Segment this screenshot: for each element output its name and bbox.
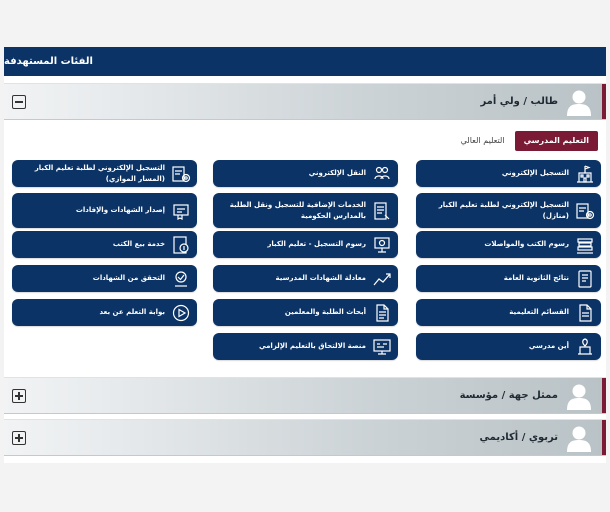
- transfer-students-icon: [372, 164, 392, 184]
- service-card[interactable]: [12, 231, 197, 258]
- service-card[interactable]: [213, 231, 398, 258]
- service-label: رسوم الكتب والمواصلات: [484, 240, 569, 248]
- service-card[interactable]: [213, 265, 398, 292]
- service-label: منصة الالتحاق بالتعليم الإلزامي: [259, 342, 366, 350]
- service-card[interactable]: [416, 160, 601, 187]
- certificate-gear-icon: [575, 201, 595, 221]
- expand-plus-icon[interactable]: [12, 431, 26, 445]
- enrollment-platform-icon: [372, 337, 392, 357]
- service-label: التسجيل الإلكتروني: [501, 169, 569, 177]
- user-icon: [566, 383, 592, 411]
- equivalency-chart-icon: [372, 269, 392, 289]
- service-label: النقل الإلكتروني: [308, 169, 366, 177]
- certificate-gear-icon: [171, 164, 191, 184]
- service-card[interactable]: [12, 160, 197, 187]
- results-report-icon: [575, 269, 595, 289]
- service-card[interactable]: [416, 193, 601, 228]
- service-label: بوابة التعلم عن بعد: [99, 308, 165, 316]
- service-label: نتائج الثانوية العامة: [503, 274, 569, 282]
- school-building-icon: [575, 164, 595, 184]
- tab-school-education[interactable]: التعليم المدرسي: [515, 131, 598, 151]
- service-card[interactable]: [416, 265, 601, 292]
- service-card[interactable]: [213, 299, 398, 326]
- service-card[interactable]: [416, 231, 601, 258]
- play-circle-icon: [171, 303, 191, 323]
- research-document-icon: [372, 303, 392, 323]
- service-card[interactable]: [213, 193, 398, 228]
- service-label: إصدار الشهادات والإفادات: [75, 206, 165, 214]
- voucher-document-icon: [575, 303, 595, 323]
- service-card[interactable]: [12, 265, 197, 292]
- school-location-icon: [575, 337, 595, 357]
- group-label: ممثل جهة / مؤسسة: [459, 390, 558, 401]
- group-label: تربوي / أكاديمي: [479, 432, 558, 443]
- additional-services-icon: [372, 201, 392, 221]
- service-label: رسوم التسجيل - تعليم الكبار: [267, 240, 366, 248]
- verify-certificate-icon: [171, 269, 191, 289]
- service-card[interactable]: [12, 299, 197, 326]
- service-card[interactable]: [416, 333, 601, 360]
- service-card[interactable]: [213, 333, 398, 360]
- service-label: التسجيل الإلكتروني لطلبة تعليم الكبار (منازل): [438, 200, 569, 220]
- issue-certificates-icon: [171, 201, 191, 221]
- service-card[interactable]: [213, 160, 398, 187]
- service-label: أبحاث الطلبة والمعلمين: [284, 308, 366, 316]
- service-label: التحقق من الشهادات: [92, 274, 165, 282]
- section-title: الفئات المستهدفة: [4, 47, 606, 76]
- service-card[interactable]: [12, 193, 197, 228]
- service-label: القسائم التعليمية: [509, 308, 569, 316]
- group-accent-strip: [602, 420, 606, 455]
- group-accent-strip: [602, 378, 606, 413]
- books-fees-icon: [575, 235, 595, 255]
- service-label: خدمة بيع الكتب: [112, 240, 165, 248]
- service-label: الخدمات الإضافية للتسجيل ونقل الطلبة بالمدارس الحكومية: [229, 200, 366, 220]
- service-card[interactable]: [416, 299, 601, 326]
- group-header-educator-academic[interactable]: [4, 419, 606, 456]
- user-icon: [566, 425, 592, 453]
- service-label: معادلة الشهادات المدرسية: [275, 274, 366, 282]
- target-groups-panel: [4, 47, 606, 463]
- group-label: طالب / ولي أمر: [480, 96, 558, 107]
- registration-fees-icon: [372, 235, 392, 255]
- service-label: أين مدرسي: [528, 342, 569, 350]
- book-sale-icon: [171, 235, 191, 255]
- group-header-institution-rep[interactable]: [4, 377, 606, 414]
- tab-higher-education[interactable]: التعليم العالي: [460, 136, 505, 145]
- service-label: التسجيل الإلكتروني لطلبة تعليم الكبار (المسار الموازي): [34, 163, 165, 183]
- expand-plus-icon[interactable]: [12, 389, 26, 403]
